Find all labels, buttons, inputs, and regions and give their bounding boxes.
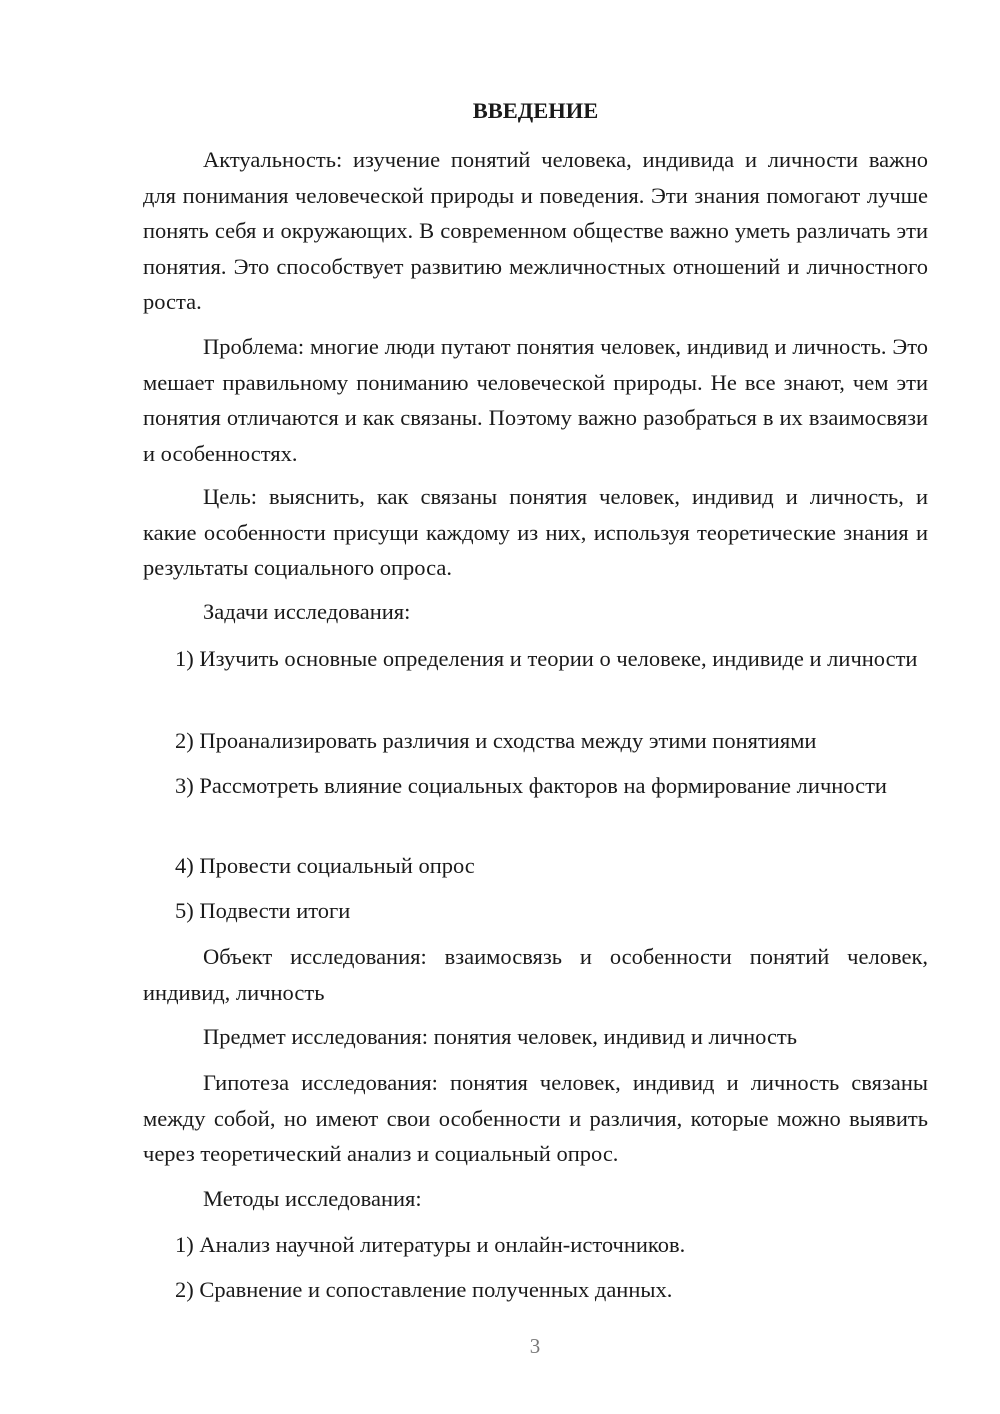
goal-paragraph: Цель: выяснить, как связаны понятия человек, индивид и личность, и какие особенности присущи каждому из них, используя теоретические знания и результаты социального опроса. — [143, 484, 928, 580]
task-item: 2) Проанализировать различия и сходства между этими понятиями — [175, 728, 817, 753]
relevance-paragraph: Актуальность: изучение понятий человека, индивида и личности важно для понимания человеческой природы и поведения. Эти знания помогают лучше понять себя и окружающих. В современном обществе важно уметь различать эти понятия. Это способствует развитию межличностных отношений и личностного роста. — [143, 147, 928, 314]
page-number: 3 — [529, 1334, 541, 1358]
subject-paragraph: Предмет исследования: понятия человек, индивид и личность — [203, 1024, 798, 1049]
method-item: 2) Сравнение и сопоставление полученных данных. — [175, 1277, 673, 1302]
task-item: 4) Провести социальный опрос — [175, 853, 475, 878]
task-item: 3) Рассмотреть влияние социальных факторов на формирование личности — [175, 773, 887, 798]
problem-paragraph: Проблема: многие люди путают понятия человек, индивид и личность. Это мешает правильному пониманию человеческой природы. Не все знают, чем эти понятия отличаются и как связаны. Поэтому важно разобраться в их взаимосвязи и особенностях. — [143, 334, 928, 466]
methods-heading: Методы исследования: — [203, 1186, 422, 1211]
page-title: ВВЕДЕНИЕ — [472, 98, 599, 123]
tasks-heading: Задачи исследования: — [203, 599, 411, 624]
task-item: 1) Изучить основные определения и теории о человеке, индивиде и личности — [175, 646, 918, 671]
object-paragraph: Объект исследования: взаимосвязь и особенности понятий человек, индивид, личность — [143, 944, 928, 1005]
hypothesis-paragraph: Гипотеза исследования: понятия человек, индивид и личность связаны между собой, но имеют свои особенности и различия, которые можно выявить через теоретический анализ и социальный опрос. — [143, 1070, 928, 1166]
task-item: 5) Подвести итоги — [175, 898, 351, 923]
method-item: 1) Анализ научной литературы и онлайн-источников. — [175, 1232, 686, 1257]
